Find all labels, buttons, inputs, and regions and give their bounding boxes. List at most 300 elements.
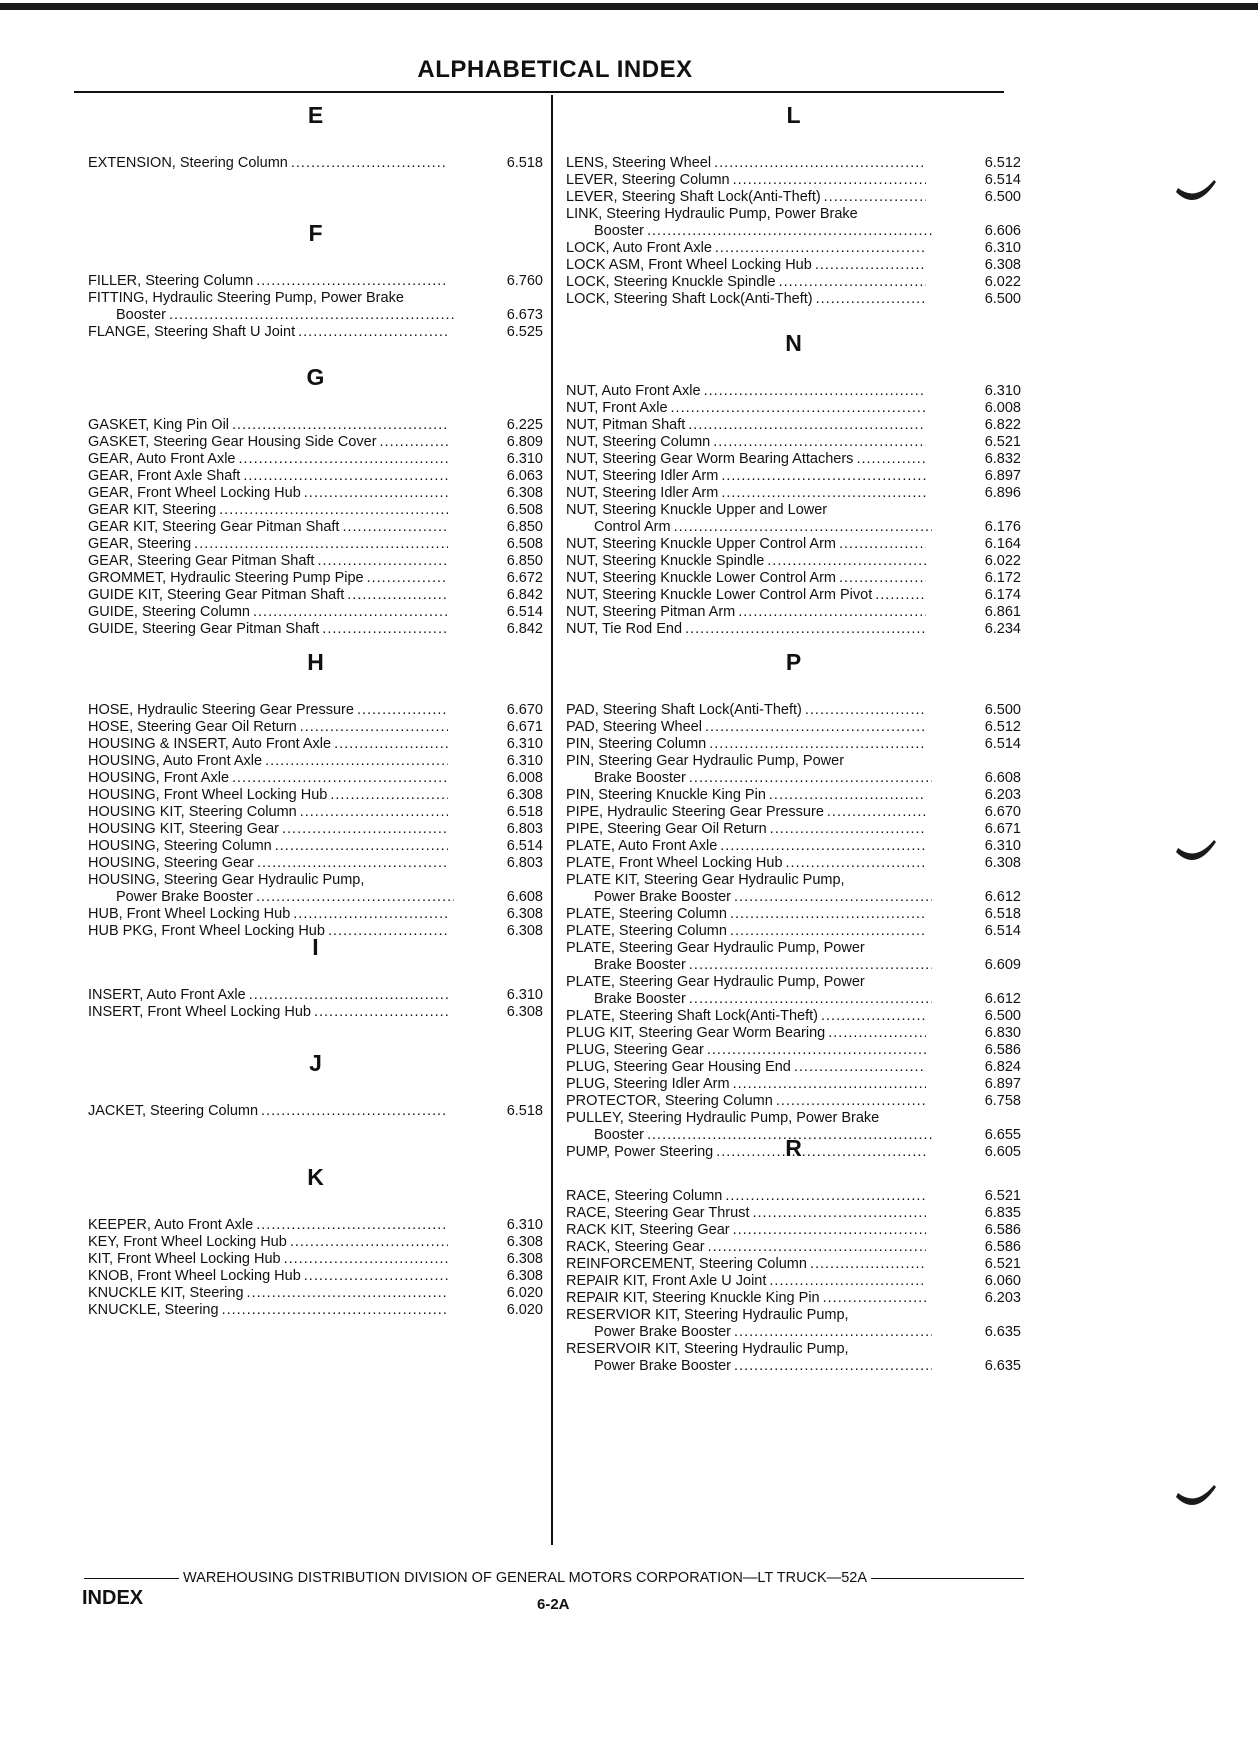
entry-description: PIN, Steering Knuckle King Pin: [566, 787, 766, 803]
leader-dots: [688, 417, 926, 434]
index-entry: [566, 1076, 1021, 1093]
index-section-f: [88, 213, 543, 341]
leader-dots: [720, 838, 926, 855]
index-entry: [88, 1217, 543, 1234]
index-entry: [566, 1188, 1021, 1205]
index-entry: [566, 1358, 1021, 1375]
leader-dots: [674, 519, 932, 536]
entry-page-ref: [926, 1110, 1021, 1127]
entry-description: NUT, Steering Knuckle Spindle: [566, 553, 765, 569]
entry-page-ref: [926, 206, 1021, 223]
leader-dots: [298, 324, 448, 341]
entry-page-ref: 6.310: [506, 736, 543, 752]
entry-description: Power Brake Booster: [594, 1358, 732, 1374]
entry-description: GEAR KIT, Steering: [88, 502, 217, 518]
entry-description: LEVER, Steering Shaft Lock(Anti-Theft): [566, 189, 821, 205]
entry-description: PLUG, Steering Gear Housing End: [566, 1059, 791, 1075]
leader-dots: [828, 1025, 926, 1042]
leader-dots: [733, 172, 926, 189]
entry-page-ref: 6.518: [506, 1103, 543, 1119]
entry-page-ref: 6.500: [984, 189, 1021, 205]
leader-dots: [733, 1222, 926, 1239]
leader-dots: [713, 434, 926, 451]
index-entry: [566, 291, 1021, 308]
page-number: 6-2A: [537, 1596, 570, 1613]
entry-page-ref: [926, 753, 1021, 770]
section-letter: J: [309, 1050, 322, 1076]
entry-description: PLATE, Steering Column: [566, 906, 727, 922]
leader-dots: [282, 821, 448, 838]
entry-description: HUB PKG, Front Wheel Locking Hub: [88, 923, 325, 939]
section-letter: H: [307, 649, 324, 675]
index-entry: [88, 753, 543, 770]
entry-description: REINFORCEMENT, Steering Column: [566, 1256, 807, 1272]
index-entry: [566, 240, 1021, 257]
index-entry: [566, 468, 1021, 485]
index-entry: [566, 753, 1021, 770]
index-entry: [566, 702, 1021, 719]
leader-dots: [347, 587, 448, 604]
entry-description: GUIDE, Steering Column: [88, 604, 250, 620]
entry-page-ref: 6.830: [984, 1025, 1021, 1041]
entry-description: Brake Booster: [594, 991, 686, 1007]
index-entry: [566, 155, 1021, 172]
leader-dots: [709, 736, 926, 753]
leader-dots: [689, 770, 932, 787]
leader-dots: [243, 468, 448, 485]
entry-page-ref: 6.203: [984, 1290, 1021, 1306]
entry-page-ref: 6.670: [984, 804, 1021, 820]
index-entry: [566, 274, 1021, 291]
index-entry: [88, 1004, 543, 1021]
entry-description: NUT, Steering Knuckle Upper Control Arm: [566, 536, 836, 552]
entry-page-ref: 6.514: [984, 172, 1021, 188]
entry-page-ref: 6.824: [984, 1059, 1021, 1075]
entry-description: KNOB, Front Wheel Locking Hub: [88, 1268, 301, 1284]
entry-description: PLATE KIT, Steering Gear Hydraulic Pump,: [566, 872, 845, 888]
index-entry: [88, 417, 543, 434]
index-entry: [566, 587, 1021, 604]
entry-description: KIT, Front Wheel Locking Hub: [88, 1251, 281, 1267]
entry-page-ref: 6.060: [984, 1273, 1021, 1289]
entry-page-ref: [926, 502, 1021, 519]
entry-description: NUT, Steering Knuckle Lower Control Arm Pivot: [566, 587, 873, 603]
leader-dots: [317, 553, 448, 570]
entry-page-ref: 6.308: [506, 485, 543, 501]
index-entry: [88, 804, 543, 821]
entry-description: RESERVOIR KIT, Steering Hydraulic Pump,: [566, 1341, 849, 1357]
leader-dots: [767, 553, 926, 570]
index-entry: [88, 1234, 543, 1251]
leader-dots: [219, 502, 448, 519]
index-entry: [88, 838, 543, 855]
index-entry: [566, 206, 1021, 223]
entry-page-ref: 6.809: [506, 434, 543, 450]
entry-page-ref: 6.822: [984, 417, 1021, 433]
entry-page-ref: [926, 872, 1021, 889]
entry-page-ref: 6.310: [984, 383, 1021, 399]
index-entry: [566, 787, 1021, 804]
entry-description: NUT, Tie Rod End: [566, 621, 683, 637]
index-entry: [566, 719, 1021, 736]
index-entry: [566, 821, 1021, 838]
entry-description: HOUSING KIT, Steering Gear: [88, 821, 279, 837]
entry-page-ref: 6.758: [984, 1093, 1021, 1109]
index-entry: [566, 1025, 1021, 1042]
leader-dots: [734, 889, 932, 906]
entry-page-ref: 6.635: [984, 1324, 1021, 1340]
footer-text: WAREHOUSING DISTRIBUTION DIVISION OF GENERAL MOTORS CORPORATION—LT TRUCK—52A: [183, 1570, 867, 1586]
leader-dots: [705, 719, 926, 736]
entry-description: HOSE, Hydraulic Steering Gear Pressure: [88, 702, 354, 718]
entry-page-ref: 6.803: [506, 821, 543, 837]
leader-dots: [733, 1076, 926, 1093]
entry-page-ref: 6.586: [984, 1222, 1021, 1238]
entry-description: PIPE, Hydraulic Steering Gear Pressure: [566, 804, 824, 820]
index-entry: [566, 1239, 1021, 1256]
index-entry: [88, 536, 543, 553]
entry-description: Control Arm: [594, 519, 671, 535]
footer-section-label: INDEX: [82, 1587, 144, 1609]
section-letter: F: [308, 220, 323, 246]
leader-dots: [380, 434, 448, 451]
index-entry: [88, 451, 543, 468]
entry-description: FILLER, Steering Column: [88, 273, 254, 289]
entry-description: NUT, Auto Front Axle: [566, 383, 701, 399]
entry-page-ref: 6.020: [506, 1302, 543, 1318]
section-letter: K: [307, 1164, 324, 1190]
leader-dots: [357, 702, 448, 719]
entry-description: PLATE, Steering Gear Hydraulic Pump, Power: [566, 974, 865, 990]
index-entry: [88, 736, 543, 753]
index-entry: [88, 855, 543, 872]
entry-page-ref: 6.612: [984, 991, 1021, 1007]
index-entry: [566, 974, 1021, 991]
index-entry: [566, 485, 1021, 502]
index-entry: [566, 855, 1021, 872]
entry-description: HOUSING, Steering Gear Hydraulic Pump,: [88, 872, 365, 888]
entry-description: INSERT, Front Wheel Locking Hub: [88, 1004, 311, 1020]
index-entry: [566, 417, 1021, 434]
index-entry: [566, 1110, 1021, 1127]
leader-dots: [232, 417, 448, 434]
entry-page-ref: 6.308: [506, 906, 543, 922]
index-entry: [88, 519, 543, 536]
entry-page-ref: 6.518: [984, 906, 1021, 922]
entry-page-ref: 6.612: [984, 889, 1021, 905]
index-entry: [88, 1268, 543, 1285]
index-entry: [88, 1251, 543, 1268]
index-entry: [88, 485, 543, 502]
index-entry: [566, 536, 1021, 553]
leader-dots: [815, 257, 926, 274]
leader-dots: [769, 1273, 926, 1290]
section-letter: N: [785, 330, 802, 356]
leader-dots: [721, 485, 926, 502]
entry-page-ref: 6.671: [984, 821, 1021, 837]
entry-description: GASKET, King Pin Oil: [88, 417, 230, 433]
entry-page-ref: 6.605: [984, 1144, 1021, 1160]
leader-dots: [707, 1042, 926, 1059]
entry-page-ref: 6.308: [506, 1268, 543, 1284]
entry-description: LENS, Steering Wheel: [566, 155, 712, 171]
entry-page-ref: 6.850: [506, 553, 543, 569]
index-entry: [566, 570, 1021, 587]
index-entry: [88, 702, 543, 719]
entry-description: NUT, Pitman Shaft: [566, 417, 686, 433]
index-entry: [566, 1222, 1021, 1239]
entry-description: NUT, Steering Idler Arm: [566, 485, 719, 501]
entry-page-ref: 6.234: [984, 621, 1021, 637]
entry-page-ref: 6.508: [506, 536, 543, 552]
entry-description: HOUSING, Steering Gear: [88, 855, 254, 871]
index-entry: [566, 172, 1021, 189]
leader-dots: [265, 753, 448, 770]
leader-dots: [776, 1093, 926, 1110]
leader-dots: [253, 604, 448, 621]
index-entry: [88, 587, 543, 604]
index-entry: [566, 804, 1021, 821]
index-entry: [88, 621, 543, 638]
section-letter: R: [785, 1135, 802, 1161]
entry-page-ref: 6.022: [984, 553, 1021, 569]
entry-page-ref: 6.850: [506, 519, 543, 535]
entry-description: JACKET, Steering Column: [88, 1103, 259, 1119]
entry-description: RACK KIT, Steering Gear: [566, 1222, 730, 1238]
entry-description: Booster: [116, 307, 166, 323]
index-entry: [566, 1324, 1021, 1341]
index-section-g: [88, 357, 543, 638]
entry-description: FITTING, Hydraulic Steering Pump, Power Brake: [88, 290, 404, 306]
entry-page-ref: 6.832: [984, 451, 1021, 467]
entry-description: NUT, Front Axle: [566, 400, 668, 416]
index-entry: [566, 940, 1021, 957]
index-entry: [566, 872, 1021, 889]
index-entry: [88, 719, 543, 736]
entry-description: RACE, Steering Column: [566, 1188, 723, 1204]
entry-page-ref: 6.609: [984, 957, 1021, 973]
entry-page-ref: [926, 1341, 1021, 1358]
leader-dots: [708, 1239, 926, 1256]
entry-description: PLUG KIT, Steering Gear Worm Bearing: [566, 1025, 826, 1041]
leader-dots: [827, 804, 926, 821]
entry-description: GEAR, Auto Front Axle: [88, 451, 236, 467]
entry-description: PROTECTOR, Steering Column: [566, 1093, 773, 1109]
entry-page-ref: 6.671: [506, 719, 543, 735]
footer-line: [84, 1570, 1024, 1586]
index-entry: [566, 383, 1021, 400]
entry-page-ref: 6.606: [984, 223, 1021, 239]
leader-dots: [247, 1285, 448, 1302]
entry-page-ref: 6.310: [506, 451, 543, 467]
entry-description: NUT, Steering Knuckle Upper and Lower: [566, 502, 828, 518]
index-entry: [88, 155, 543, 172]
leader-dots: [304, 1268, 448, 1285]
entry-description: PIN, Steering Column: [566, 736, 707, 752]
leader-dots: [689, 957, 932, 974]
entry-description: RESERVIOR KIT, Steering Hydraulic Pump,: [566, 1307, 849, 1323]
entry-description: FLANGE, Steering Shaft U Joint: [88, 324, 296, 340]
entry-description: Booster: [594, 223, 644, 239]
entry-page-ref: 6.310: [506, 1217, 543, 1233]
leader-dots: [824, 189, 926, 206]
entry-page-ref: 6.008: [984, 400, 1021, 416]
entry-page-ref: 6.500: [984, 702, 1021, 718]
index-section-k: [88, 1157, 543, 1319]
index-section-e: [88, 95, 543, 172]
index-entry: [88, 553, 543, 570]
leader-dots: [721, 468, 926, 485]
entry-page-ref: 6.608: [984, 770, 1021, 786]
entry-description: Booster: [594, 1127, 644, 1143]
leader-dots: [256, 889, 454, 906]
entry-description: GROMMET, Hydraulic Steering Pump Pipe: [88, 570, 364, 586]
entry-description: Power Brake Booster: [594, 889, 732, 905]
leader-dots: [194, 536, 448, 553]
leader-dots: [689, 991, 932, 1008]
entry-description: NUT, Steering Gear Worm Bearing Attachers: [566, 451, 854, 467]
index-entry: [566, 1205, 1021, 1222]
entry-page-ref: 6.310: [506, 753, 543, 769]
entry-page-ref: 6.514: [984, 736, 1021, 752]
leader-dots: [342, 519, 448, 536]
index-entry: [566, 400, 1021, 417]
entry-description: KNUCKLE KIT, Steering: [88, 1285, 244, 1301]
leader-dots: [300, 804, 448, 821]
index-section-i: [88, 927, 543, 1021]
entry-page-ref: 6.514: [984, 923, 1021, 939]
entry-description: PLATE, Steering Shaft Lock(Anti-Theft): [566, 1008, 818, 1024]
leader-dots: [714, 155, 926, 172]
entry-description: LOCK, Auto Front Axle: [566, 240, 712, 256]
entry-description: GUIDE KIT, Steering Gear Pitman Shaft: [88, 587, 345, 603]
index-entry: [88, 570, 543, 587]
index-entry: [566, 957, 1021, 974]
binder-clip-icon: [1174, 838, 1218, 866]
entry-page-ref: 6.518: [506, 155, 543, 171]
leader-dots: [239, 451, 449, 468]
entry-description: GASKET, Steering Gear Housing Side Cover: [88, 434, 377, 450]
section-letter: G: [306, 364, 325, 390]
entry-page-ref: 6.672: [506, 570, 543, 586]
section-letter: I: [312, 934, 319, 960]
index-entry: [566, 189, 1021, 206]
leader-dots: [715, 240, 926, 257]
leader-dots: [322, 621, 448, 638]
entry-description: GUIDE, Steering Gear Pitman Shaft: [88, 621, 320, 637]
leader-dots: [261, 1103, 448, 1120]
index-entry: [566, 604, 1021, 621]
entry-description: PAD, Steering Shaft Lock(Anti-Theft): [566, 702, 802, 718]
entry-page-ref: 6.608: [506, 889, 543, 905]
leader-dots: [275, 838, 448, 855]
entry-page-ref: 6.655: [984, 1127, 1021, 1143]
index-entry: [566, 1273, 1021, 1290]
entry-page-ref: 6.225: [506, 417, 543, 433]
entry-page-ref: 6.897: [984, 1076, 1021, 1092]
leader-dots: [810, 1256, 926, 1273]
entry-page-ref: 6.835: [984, 1205, 1021, 1221]
entry-description: NUT, Steering Pitman Arm: [566, 604, 736, 620]
entry-description: REPAIR KIT, Front Axle U Joint: [566, 1273, 767, 1289]
entry-page-ref: 6.525: [506, 324, 543, 340]
entry-description: LOCK, Steering Knuckle Spindle: [566, 274, 776, 290]
section-letter: L: [786, 102, 801, 128]
leader-dots: [794, 1059, 926, 1076]
entry-page-ref: 6.586: [984, 1042, 1021, 1058]
leader-dots: [169, 307, 454, 324]
leader-dots: [770, 821, 926, 838]
entry-description: RACE, Steering Gear Thrust: [566, 1205, 750, 1221]
leader-dots: [821, 1008, 926, 1025]
entry-description: PIN, Steering Gear Hydraulic Pump, Power: [566, 753, 845, 769]
entry-description: RACK, Steering Gear: [566, 1239, 705, 1255]
entry-description: HOUSING KIT, Steering Column: [88, 804, 297, 820]
entry-description: GEAR, Steering Gear Pitman Shaft: [88, 553, 315, 569]
index-entry: [88, 987, 543, 1004]
leader-dots: [875, 587, 926, 604]
index-entry: [566, 1290, 1021, 1307]
index-entry: [566, 502, 1021, 519]
entry-description: KEEPER, Auto Front Axle: [88, 1217, 254, 1233]
index-entry: [566, 923, 1021, 940]
section-letter: P: [785, 649, 802, 675]
entry-description: GEAR, Front Wheel Locking Hub: [88, 485, 301, 501]
entry-page-ref: [926, 940, 1021, 957]
entry-page-ref: [926, 974, 1021, 991]
entry-page-ref: 6.512: [984, 719, 1021, 735]
index-entry: [88, 324, 543, 341]
leader-dots: [805, 702, 926, 719]
index-entry: [566, 906, 1021, 923]
index-entry: [566, 991, 1021, 1008]
index-entry: [88, 468, 543, 485]
entry-page-ref: 6.897: [984, 468, 1021, 484]
entry-description: PUMP, Power Steering: [566, 1144, 714, 1160]
title-rule: [74, 91, 1004, 93]
leader-dots: [704, 383, 926, 400]
leader-dots: [334, 736, 448, 753]
entry-page-ref: 6.308: [506, 1251, 543, 1267]
entry-description: EXTENSION, Steering Column: [88, 155, 288, 171]
entry-page-ref: 6.063: [506, 468, 543, 484]
index-entry: [88, 872, 543, 889]
index-entry: [566, 770, 1021, 787]
entry-description: PLATE, Front Wheel Locking Hub: [566, 855, 783, 871]
entry-page-ref: 6.586: [984, 1239, 1021, 1255]
entry-description: PLATE, Steering Column: [566, 923, 727, 939]
entry-page-ref: 6.842: [506, 621, 543, 637]
binder-clip-icon: [1174, 1483, 1218, 1511]
entry-page-ref: 6.518: [506, 804, 543, 820]
leader-dots: [769, 787, 926, 804]
leader-dots: [222, 1302, 448, 1319]
index-entry: [88, 502, 543, 519]
index-entry: [88, 821, 543, 838]
index-entry: [566, 223, 1021, 240]
entry-page-ref: 6.512: [984, 155, 1021, 171]
section-letter: E: [307, 102, 324, 128]
leader-dots: [304, 485, 448, 502]
index-entry: [566, 1256, 1021, 1273]
entry-page-ref: 6.521: [984, 1256, 1021, 1272]
leader-dots: [314, 1004, 448, 1021]
index-entry: [88, 290, 543, 307]
entry-page-ref: 6.308: [984, 855, 1021, 871]
page-title: ALPHABETICAL INDEX: [417, 56, 693, 83]
entry-description: HUB, Front Wheel Locking Hub: [88, 906, 291, 922]
entry-page-ref: [926, 1307, 1021, 1324]
